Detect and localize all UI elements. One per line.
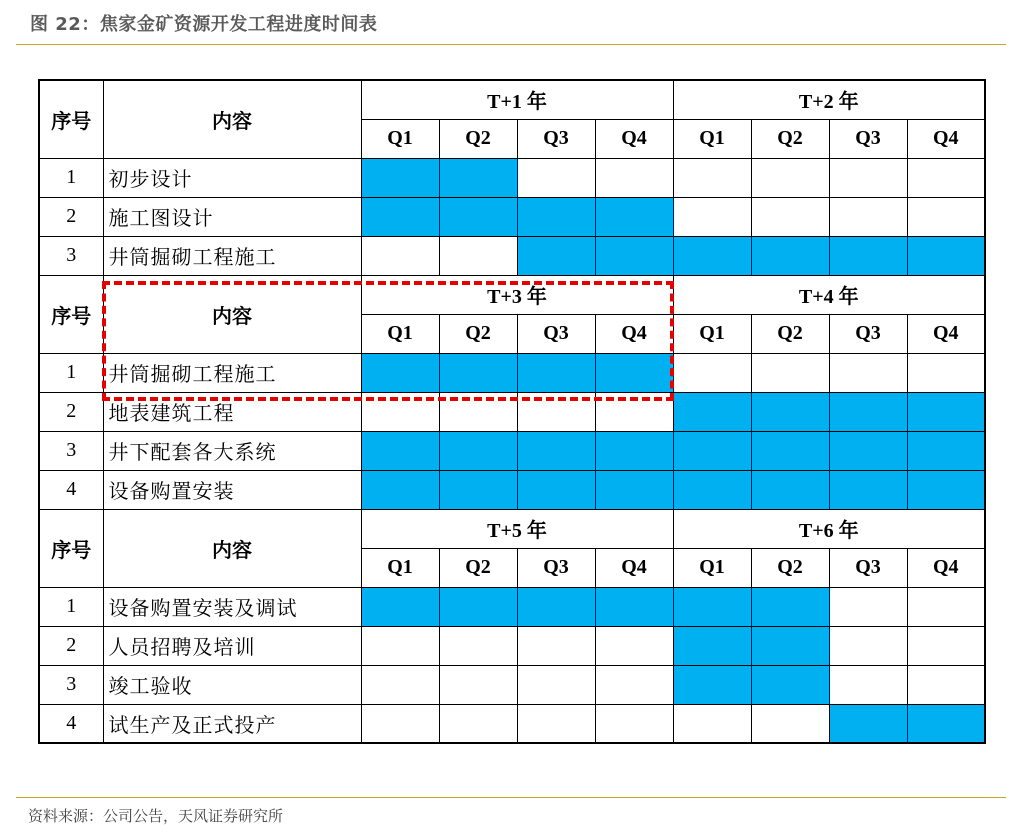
content-header: 内容 — [103, 80, 361, 158]
schedule-cell-active — [751, 470, 829, 509]
quarter-header: Q2 — [751, 119, 829, 158]
schedule-cell-empty — [361, 665, 439, 704]
task-cell: 设备购置安装 — [103, 470, 361, 509]
schedule-cell-empty — [907, 665, 985, 704]
schedule-cell-active — [673, 587, 751, 626]
schedule-cell-active — [439, 431, 517, 470]
schedule-cell-empty — [595, 665, 673, 704]
schedule-cell-active — [361, 587, 439, 626]
schedule-cell-empty — [361, 704, 439, 743]
task-cell: 人员招聘及培训 — [103, 626, 361, 665]
seq-cell: 4 — [39, 470, 103, 509]
schedule-cell-empty — [907, 587, 985, 626]
schedule-cell-active — [751, 431, 829, 470]
schedule-cell-empty — [673, 353, 751, 392]
quarter-header: Q4 — [595, 314, 673, 353]
quarter-header: Q4 — [595, 119, 673, 158]
schedule-cell-empty — [751, 158, 829, 197]
seq-header: 序号 — [39, 275, 103, 353]
schedule-cell-active — [673, 665, 751, 704]
quarter-header: Q3 — [829, 548, 907, 587]
table-row — [39, 470, 985, 509]
schedule-cell-active — [595, 587, 673, 626]
schedule-cell-empty — [673, 158, 751, 197]
schedule-cell-empty — [751, 704, 829, 743]
quarter-header: Q3 — [829, 119, 907, 158]
quarter-header: Q4 — [595, 548, 673, 587]
schedule-cell-active — [907, 470, 985, 509]
task-cell: 试生产及正式投产 — [103, 704, 361, 743]
schedule-cell-empty — [907, 626, 985, 665]
schedule-cell-active — [907, 236, 985, 275]
table-row — [39, 353, 985, 392]
header-row-years — [39, 509, 985, 548]
source-rule — [16, 797, 1006, 798]
quarter-header: Q3 — [517, 314, 595, 353]
year-header: T+5 年 — [361, 509, 673, 548]
schedule-cell-empty — [361, 626, 439, 665]
schedule-cell-active — [673, 470, 751, 509]
quarter-header: Q4 — [907, 314, 985, 353]
schedule-cell-active — [829, 392, 907, 431]
table-row — [39, 704, 985, 743]
schedule-cell-empty — [751, 353, 829, 392]
schedule-cell-active — [439, 587, 517, 626]
schedule-cell-empty — [907, 197, 985, 236]
year-header: T+4 年 — [673, 275, 985, 314]
schedule-cell-empty — [907, 353, 985, 392]
quarter-header: Q3 — [517, 548, 595, 587]
schedule-cell-active — [517, 197, 595, 236]
source-note: 资料来源：公司公告，天风证券研究所 — [28, 807, 284, 825]
schedule-cell-active — [751, 626, 829, 665]
schedule-cell-active — [829, 704, 907, 743]
schedule-cell-active — [439, 197, 517, 236]
seq-cell: 2 — [39, 392, 103, 431]
schedule-cell-empty — [829, 626, 907, 665]
schedule-cell-active — [673, 392, 751, 431]
schedule-cell-active — [829, 431, 907, 470]
schedule-cell-empty — [517, 704, 595, 743]
seq-cell: 4 — [39, 704, 103, 743]
quarter-header: Q1 — [361, 119, 439, 158]
quarter-header: Q2 — [439, 314, 517, 353]
schedule-cell-active — [517, 236, 595, 275]
table-row — [39, 626, 985, 665]
table-row — [39, 236, 985, 275]
schedule-cell-active — [595, 197, 673, 236]
schedule-cell-active — [751, 392, 829, 431]
seq-cell: 1 — [39, 158, 103, 197]
schedule-cell-active — [751, 236, 829, 275]
schedule-cell-empty — [829, 197, 907, 236]
quarter-header: Q3 — [517, 119, 595, 158]
schedule-cell-empty — [439, 626, 517, 665]
schedule-cell-empty — [517, 626, 595, 665]
task-cell: 井筒掘砌工程施工 — [103, 353, 361, 392]
quarter-header: Q2 — [439, 119, 517, 158]
seq-cell: 3 — [39, 236, 103, 275]
schedule-cell-empty — [829, 665, 907, 704]
task-cell: 初步设计 — [103, 158, 361, 197]
task-cell: 井筒掘砌工程施工 — [103, 236, 361, 275]
schedule-cell-active — [361, 431, 439, 470]
quarter-header: Q2 — [439, 548, 517, 587]
seq-cell: 2 — [39, 626, 103, 665]
table-row — [39, 665, 985, 704]
schedule-cell-active — [517, 431, 595, 470]
task-cell: 竣工验收 — [103, 665, 361, 704]
task-cell: 井下配套各大系统 — [103, 431, 361, 470]
schedule-cell-active — [361, 353, 439, 392]
schedule-cell-active — [361, 470, 439, 509]
schedule-cell-empty — [829, 158, 907, 197]
schedule-cell-active — [517, 353, 595, 392]
task-cell: 设备购置安装及调试 — [103, 587, 361, 626]
year-header: T+1 年 — [361, 80, 673, 119]
quarter-header: Q1 — [361, 548, 439, 587]
schedule-cell-active — [439, 353, 517, 392]
task-cell: 施工图设计 — [103, 197, 361, 236]
schedule-cell-active — [517, 587, 595, 626]
seq-cell: 3 — [39, 665, 103, 704]
schedule-cell-active — [517, 470, 595, 509]
schedule-cell-active — [361, 197, 439, 236]
schedule-cell-empty — [439, 392, 517, 431]
schedule-cell-empty — [439, 665, 517, 704]
quarter-header: Q2 — [751, 548, 829, 587]
quarter-header: Q1 — [673, 548, 751, 587]
schedule-cell-active — [673, 431, 751, 470]
header-row-years — [39, 80, 985, 119]
year-header: T+3 年 — [361, 275, 673, 314]
quarter-header: Q4 — [907, 119, 985, 158]
title-rule — [16, 44, 1006, 45]
schedule-cell-active — [439, 470, 517, 509]
schedule-cell-active — [595, 431, 673, 470]
seq-cell: 1 — [39, 353, 103, 392]
quarter-header: Q1 — [673, 314, 751, 353]
schedule-cell-active — [751, 665, 829, 704]
quarter-header: Q4 — [907, 548, 985, 587]
schedule-cell-empty — [595, 158, 673, 197]
quarter-header: Q3 — [829, 314, 907, 353]
schedule-cell-empty — [595, 626, 673, 665]
schedule-cell-active — [595, 470, 673, 509]
schedule-cell-empty — [361, 236, 439, 275]
schedule-cell-empty — [673, 197, 751, 236]
seq-cell: 3 — [39, 431, 103, 470]
content-header: 内容 — [103, 509, 361, 587]
schedule-cell-empty — [517, 665, 595, 704]
quarter-header: Q2 — [751, 314, 829, 353]
seq-header: 序号 — [39, 509, 103, 587]
schedule-cell-active — [829, 236, 907, 275]
seq-header: 序号 — [39, 80, 103, 158]
schedule-cell-active — [361, 158, 439, 197]
table-row — [39, 587, 985, 626]
schedule-cell-active — [907, 704, 985, 743]
schedule-cell-empty — [517, 158, 595, 197]
schedule-cell-active — [673, 236, 751, 275]
table-row — [39, 158, 985, 197]
table-row — [39, 197, 985, 236]
schedule-cell-active — [751, 587, 829, 626]
schedule-cell-active — [829, 470, 907, 509]
seq-cell: 2 — [39, 197, 103, 236]
schedule-cell-active — [595, 236, 673, 275]
schedule-cell-empty — [517, 392, 595, 431]
content-header: 内容 — [103, 275, 361, 353]
schedule-cell-empty — [829, 353, 907, 392]
year-header: T+2 年 — [673, 80, 985, 119]
schedule-cell-active — [595, 353, 673, 392]
schedule-cell-active — [907, 431, 985, 470]
schedule-cell-active — [673, 626, 751, 665]
schedule-cell-empty — [439, 236, 517, 275]
schedule-cell-empty — [595, 392, 673, 431]
schedule-cell-active — [439, 158, 517, 197]
schedule-cell-active — [907, 392, 985, 431]
schedule-cell-empty — [829, 587, 907, 626]
schedule-cell-empty — [439, 704, 517, 743]
header-row-years — [39, 275, 985, 314]
schedule-cell-empty — [673, 704, 751, 743]
figure-title: 图 22：焦家金矿资源开发工程进度时间表 — [30, 14, 378, 35]
schedule-cell-empty — [751, 197, 829, 236]
schedule-cell-empty — [907, 158, 985, 197]
quarter-header: Q1 — [361, 314, 439, 353]
schedule-table — [38, 79, 986, 744]
table-row — [39, 431, 985, 470]
task-cell: 地表建筑工程 — [103, 392, 361, 431]
schedule-cell-empty — [361, 392, 439, 431]
schedule-cell-empty — [595, 704, 673, 743]
table-row — [39, 392, 985, 431]
seq-cell: 1 — [39, 587, 103, 626]
year-header: T+6 年 — [673, 509, 985, 548]
quarter-header: Q1 — [673, 119, 751, 158]
